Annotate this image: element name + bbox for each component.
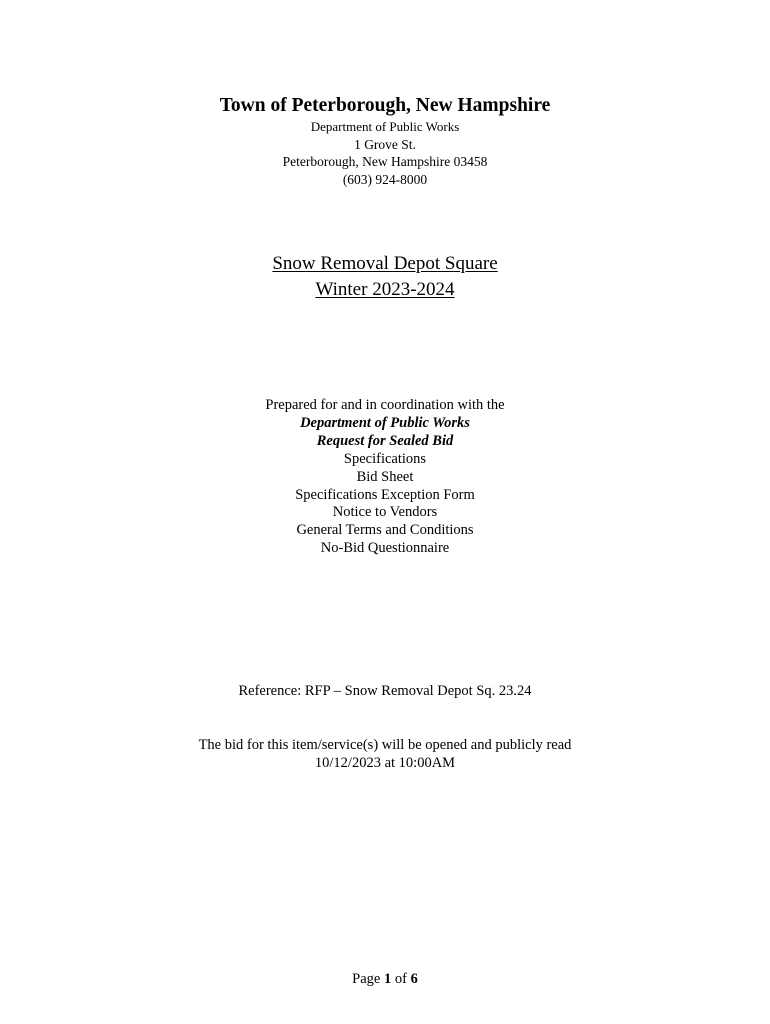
address-department: Department of Public Works: [310, 119, 460, 134]
page-total: 6: [410, 971, 418, 987]
org-title: Town of Peterborough, New Hampshire: [219, 95, 551, 116]
bid-notice-line2: 10/12/2023 at 10:00AM: [314, 755, 456, 771]
bid-notice-line1: The bid for this item/service(s) will be opened and publicly read: [198, 737, 572, 753]
bid-notice: [0, 736, 770, 772]
page-number: [0, 970, 770, 988]
address-block: [0, 118, 770, 188]
address-city: Peterborough, New Hampshire 03458: [282, 154, 488, 169]
prepared-intro: Prepared for and in coordination with the: [265, 397, 505, 413]
document-title: [0, 251, 770, 303]
prepared-dept: Department of Public Works: [300, 414, 470, 431]
list-item: Notice to Vendors: [332, 504, 438, 521]
list-item: Specifications: [343, 450, 427, 467]
page-current: 1: [383, 971, 392, 987]
address-phone: (603) 924-8000: [342, 171, 428, 187]
prepared-block: [0, 397, 770, 558]
page-word: Page: [352, 971, 381, 987]
document-title-line1: Snow Removal Depot Square: [272, 253, 498, 274]
list-item: No-Bid Questionnaire: [320, 540, 450, 557]
page-of-word: of: [394, 971, 407, 987]
prepared-request: Request for Sealed Bid: [316, 432, 454, 449]
document-title-line2: Winter 2023-2024: [315, 279, 455, 300]
list-item: Bid Sheet: [356, 468, 414, 485]
address-street: 1 Grove St.: [354, 136, 416, 152]
reference-line: Reference: RFP – Snow Removal Depot Sq. 23.24: [238, 683, 532, 699]
list-item: Specifications Exception Form: [295, 486, 475, 503]
list-item: General Terms and Conditions: [296, 522, 474, 539]
